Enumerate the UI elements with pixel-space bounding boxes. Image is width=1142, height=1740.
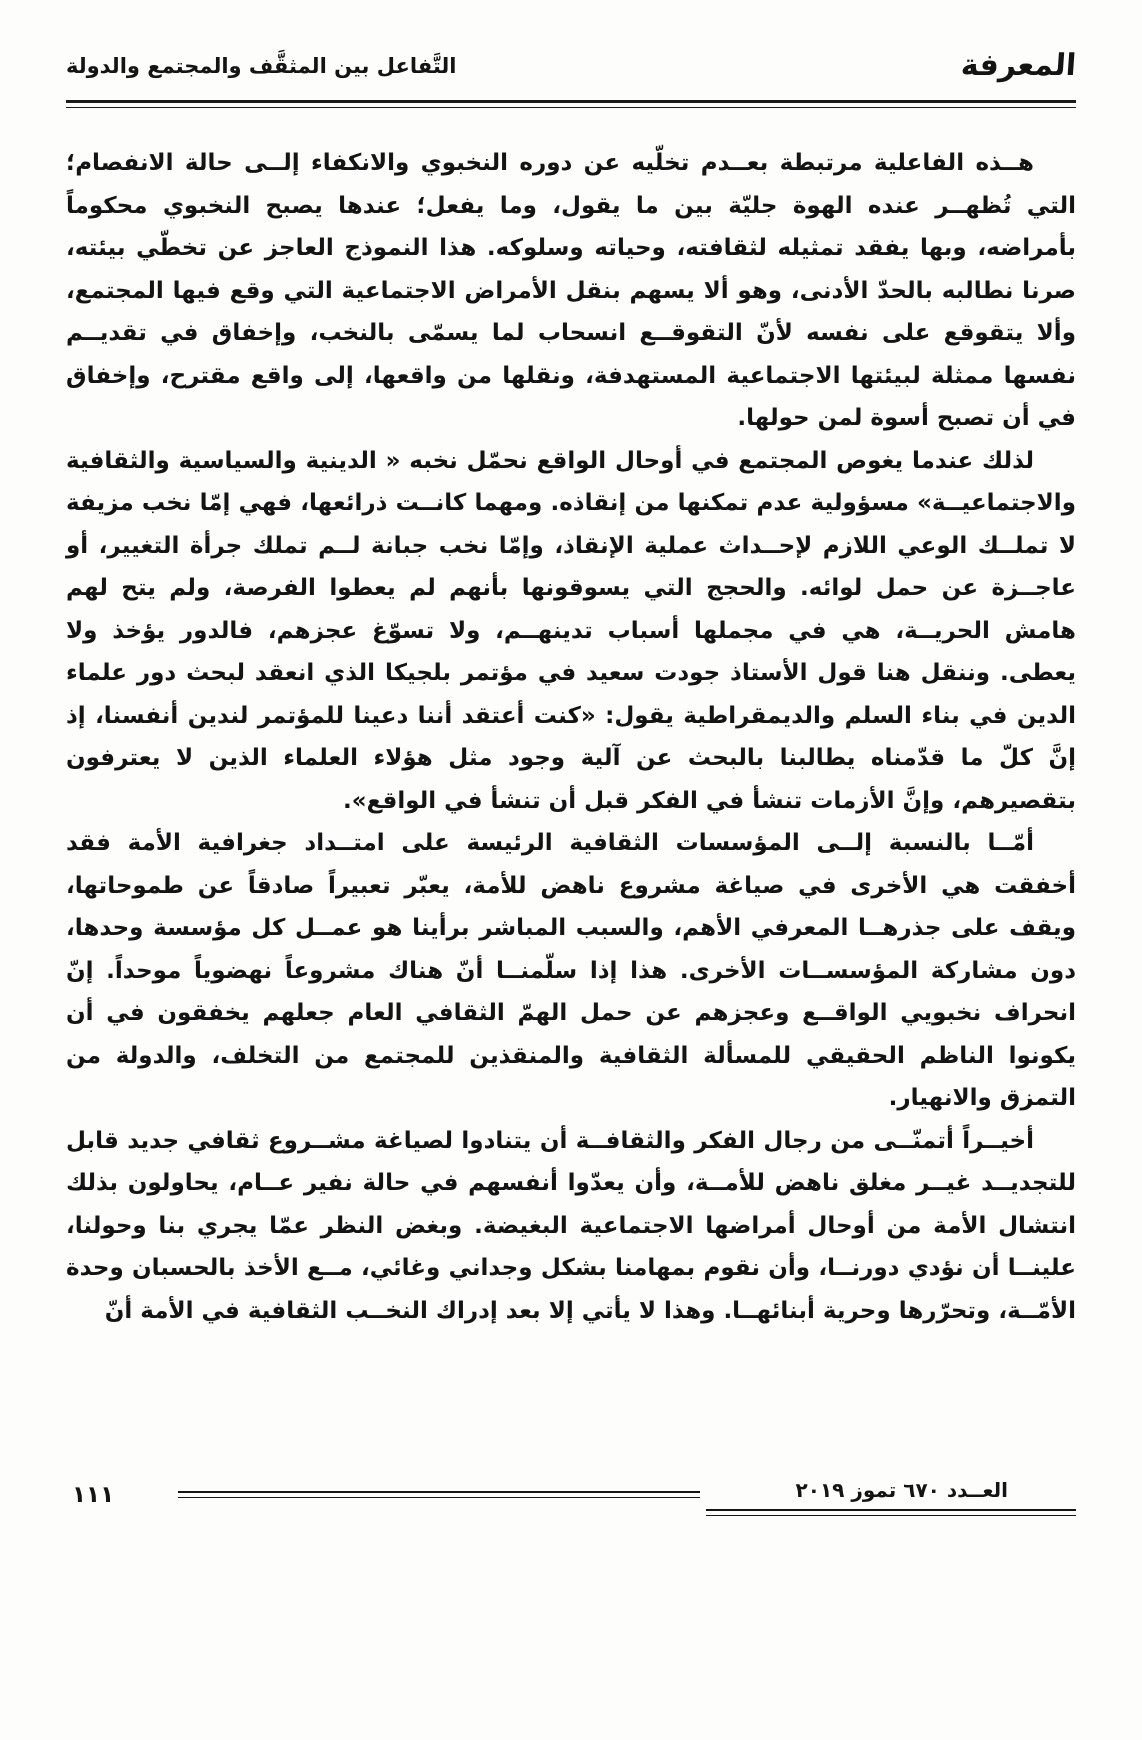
body-paragraph: أخيــراً أتمنّــى من رجال الفكر والثقافــة أن يتنادوا لصياغة مشــروع ثقافي جديد قابل للتجديــد غيــر مغلق ناهض للأمــة، وأن يعدّوا أنفسهم في حالة نفير عــام، يحاولون بذلك انتشال الأمة من أوحال أمراضها الاجتماعية البغيضة. وبغض النظر عمّا يجري بنا وحولنا، علينــا أن نؤدي دورنــا، وأن نقوم بمهامنا بشكل وجداني وغائي، مــع الأخذ بالحسبان وحدة الأمّــة، وتحرّرها وحرية أبنائهــا. وهذا لا يأتي إلا بعد إدراك النخــب الثقافية في الأمة أنّ	[66, 1127, 1076, 1324]
footer-divider-right	[706, 1509, 1076, 1516]
page-header	[66, 40, 1076, 92]
body-paragraph: أمّــا بالنسبة إلــى المؤسسات الثقافية الرئيسة على امتــداد جغرافية الأمة فقد أخفقت هي الأخرى في صياغة مشروع ناهض للأمة، يعبّر تعبيراً صادقاً عن طموحاتها، ويقف على جذرهــا المعرفي الأهم، والسبب المباشر برأينا هو عمــل كل مؤسسة وحدها، دون مشاركة المؤسســات الأخرى. هذا إذا سلّمنــا أنّ هناك مشروعاً نهضوياً موحداً. إنّ انحراف نخبويي الواقــع وعجزهم عن حمل الهمّ الثقافي العام جعلهم يخفقون في أن يكونوا الناظم الحقيقي للمسألة الثقافية والمنقذين للمجتمع من التخلف، والدولة من التمزق والانهيار.	[66, 830, 1076, 1111]
magazine-logo: المعرفة	[959, 48, 1078, 83]
page-number: ١١١	[72, 1482, 115, 1508]
article-body	[66, 142, 1076, 1332]
body-paragraph: هــذه الفاعلية مرتبطة بعــدم تخلّيه عن دوره النخبوي والانكفاء إلــى حالة الانفصام؛ التي تُظهــر عنده الهوة جليّة بين ما يقول، وما يفعل؛ عندها يصبح النخبوي محكوماً بأمراضه، وبها يفقد تمثيله لثقافته، وحياته وسلوكه. هذا النموذج العاجز عن تخطّي بيئته، صرنا نطالبه بالحدّ الأدنى، وهو ألا يسهم بنقل الأمراض الاجتماعية التي وقع فيها المجتمع، وألا يتقوقع على نفسه لأنّ التقوقــع انسحاب لما يسمّى بالنخب، وإخفاق في تقديــم نفسها ممثلة لبيئتها الاجتماعية المستهدفة، ونقلها من واقعها، إلى واقع مقترح، وإخفاق في أن تصبح أسوة لمن حولها.	[66, 150, 1076, 431]
issue-label: العــدد ٦٧٠ تموز ٢٠١٩	[795, 1478, 1008, 1502]
body-paragraph: لذلك عندما يغوص المجتمع في أوحال الواقع نحمّل نخبه « الدينية والسياسية والثقافية والاجتماعيــة» مسؤولية عدم تمكنها من إنقاذه. ومهما كانــت ذرائعها، فهي إمّا نخب مزيفة لا تملــك الوعي اللازم لإحــداث عملية الإنقاذ، وإمّا نخب جبانة لــم تملك جرأة التغيير، أو عاجــزة عن حمل لوائه. والحجج التي يسوقونها بأنهم لم يعطوا الفرصة، ولم يتح لهم هامش الحريــة، هي في مجملها أسباب تدينهــم، ولا تسوّغ عجزهم، فالدور يؤخذ ولا يعطى. وننقل هنا قول الأستاذ جودت سعيد في مؤتمر بلجيكا الذي انعقد لبحث دور علماء الدين في بناء السلم والديمقراطية يقول: «كنت أعتقد أننا دعينا للمؤتمر لندين أنفسنا، إذ إنَّ كلّ ما قدّمناه يطالبنا بالبحث عن آلية وجود مثل هؤلاء العلماء الذين لا يعترفون بتقصيرهم، وإنَّ الأزمات تنشأ في الفكر قبل أن تنشأ في الواقع».	[66, 447, 1076, 814]
article-title: التَّفاعل بين المثقَّف والمجتمع والدولة	[66, 54, 457, 78]
page-footer	[66, 1478, 1076, 1530]
header-divider	[66, 100, 1076, 108]
footer-divider-left	[178, 1491, 700, 1498]
